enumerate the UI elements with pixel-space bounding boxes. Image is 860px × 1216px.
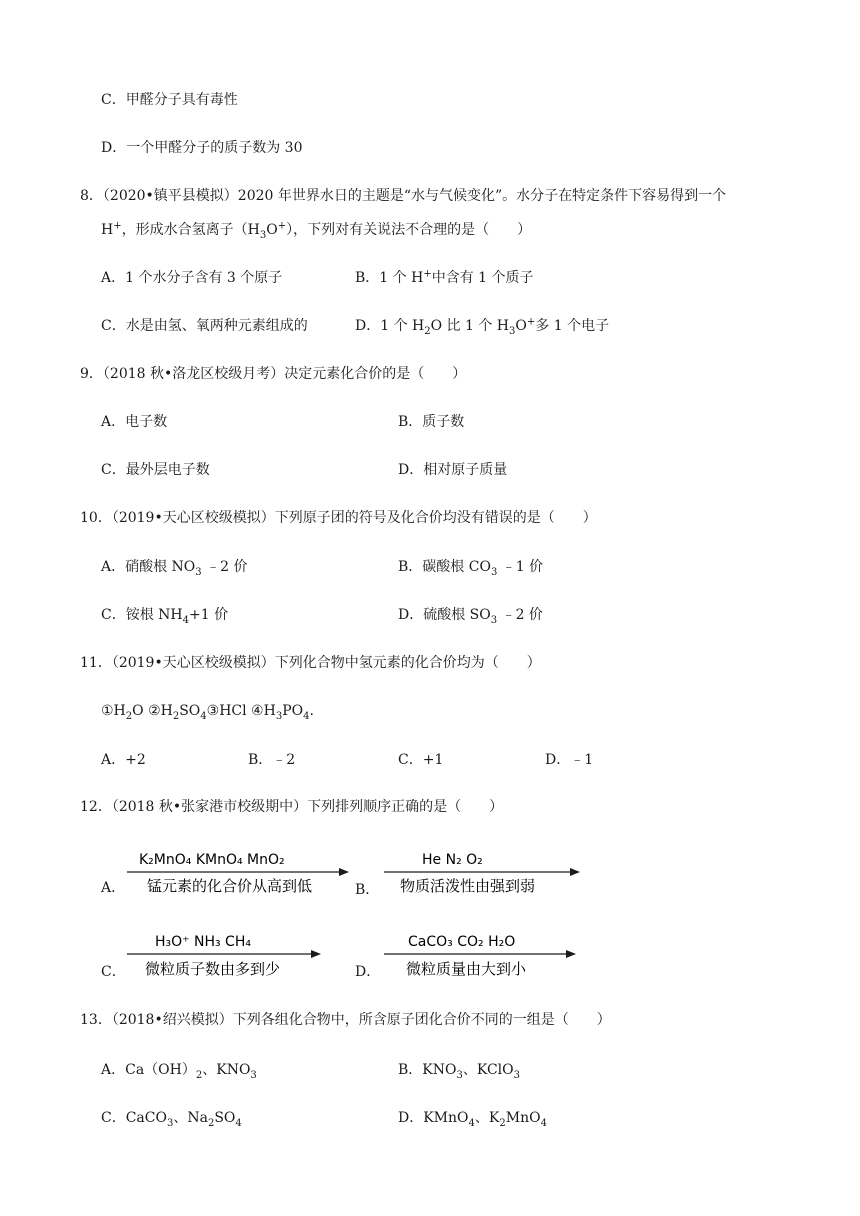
q13-option-d: D．KMnO$_4$、$K_2MnO_4$ <box>398 1110 547 1129</box>
q12-c-bottom-text: 微粒质子数由多到少 <box>145 960 281 978</box>
q11-formulas: $①H_2O$ $②H_2SO_4③HCl$ $④H_3PO_4$. <box>101 703 314 722</box>
q12-option-c-diagram <box>125 930 325 984</box>
q9-option-d: D．相对原子质量 <box>398 462 508 478</box>
q12-option-d-label: D． <box>355 964 381 980</box>
q12-a-top-text: K₂MnO₄ KMnO₄ MnO₂ <box>139 852 285 868</box>
q10-option-a: A．硝酸根 $NO_3$ ﹣2 价 <box>101 559 248 578</box>
q8-option-a: A．1 个水分子含有 3 个原子 <box>101 270 283 286</box>
q13-option-a: A．$Ca(OH)_2$、$KNO_3$ <box>101 1062 257 1081</box>
q7-option-d: D．一个甲醛分子的质子数为 30 <box>101 140 303 156</box>
q11-option-b: B．﹣2 <box>248 752 296 768</box>
arrow-head-icon <box>311 950 321 958</box>
q8-option-c: C．水是由氢、氧两种元素组成的 <box>101 318 308 334</box>
q10-option-d: D．硫酸根 $SO_3$ ﹣2 价 <box>398 607 543 626</box>
q8-stem-line2: H+，形成水合氢离子$(H_3O^+)$，下列对有关说法不合理的是（ ） <box>101 220 532 241</box>
arrow-head-icon <box>566 950 576 958</box>
q13-option-c: C．CaCO$_3$、$Na_2SO_4$ <box>101 1110 242 1129</box>
q9-option-b: B．质子数 <box>398 414 465 430</box>
q12-b-top-text: He N₂ O₂ <box>422 852 483 868</box>
q12-option-b-label: B． <box>355 882 380 898</box>
q8-option-d: D．1 个 $H_2O$ 比 1 个 $H_3O^+$多 1 个电子 <box>355 316 610 337</box>
q11-option-a: A．+2 <box>101 752 146 768</box>
q12-d-bottom-text: 微粒质量由大到小 <box>406 960 527 978</box>
q12-b-bottom-text: 物质活泼性由强到弱 <box>400 877 536 895</box>
q12-option-d-diagram <box>382 930 582 984</box>
q11-option-d: D．﹣1 <box>545 752 594 768</box>
q12-option-a-label: A． <box>101 880 126 896</box>
q7-option-c: C．甲醛分子具有毒性 <box>101 92 238 108</box>
q12-d-top-text: CaCO₃ CO₂ H₂O <box>408 934 516 950</box>
q12-a-bottom-text: 锰元素的化合价从高到低 <box>147 877 313 895</box>
q12-option-b-diagram <box>382 848 582 900</box>
q8-option-b: B．1 个 H+中含有 1 个质子 <box>355 268 534 286</box>
q12-c-top-text: H₃O⁺ NH₃ CH₄ <box>155 934 251 950</box>
q11-stem: 11．（2019•天心区校级模拟）下列化合物中氢元素的化合价均为（ ） <box>80 655 541 671</box>
q13-stem: 13．（2018•绍兴模拟）下列各组化合物中，所含原子团化合价不同的一组是（ ） <box>80 1012 611 1028</box>
arrow-head-icon <box>339 868 349 876</box>
q10-option-c: C．铵根 $NH_4+1$ 价 <box>101 607 229 626</box>
q9-stem: 9．（2018 秋•洛龙区校级月考）决定元素化合价的是（ ） <box>80 366 467 382</box>
q13-option-b: B．$KNO_3$、KClO$_3$ <box>398 1062 520 1081</box>
q12-option-c-label: C． <box>101 964 126 980</box>
arrow-head-icon <box>570 868 580 876</box>
q9-option-a: A．电子数 <box>101 414 168 430</box>
q12-stem: 12．（2018 秋•张家港市校级期中）下列排列顺序正确的是（ ） <box>80 799 504 815</box>
q9-option-c: C．最外层电子数 <box>101 462 210 478</box>
q11-option-c: C．+1 <box>398 752 444 768</box>
q10-option-b: B．碳酸根 $CO_3$ ﹣1 价 <box>398 559 544 578</box>
q12-option-a-diagram <box>125 848 350 900</box>
q10-stem: 10．（2019•天心区校级模拟）下列原子团的符号及化合价均没有错误的是（ ） <box>80 510 597 526</box>
q8-stem-line1: 8．（2020•镇平县模拟）2020 年世界水日的主题是“水与气候变化”。水分子在特定条件下容易得到一个 <box>80 188 727 204</box>
